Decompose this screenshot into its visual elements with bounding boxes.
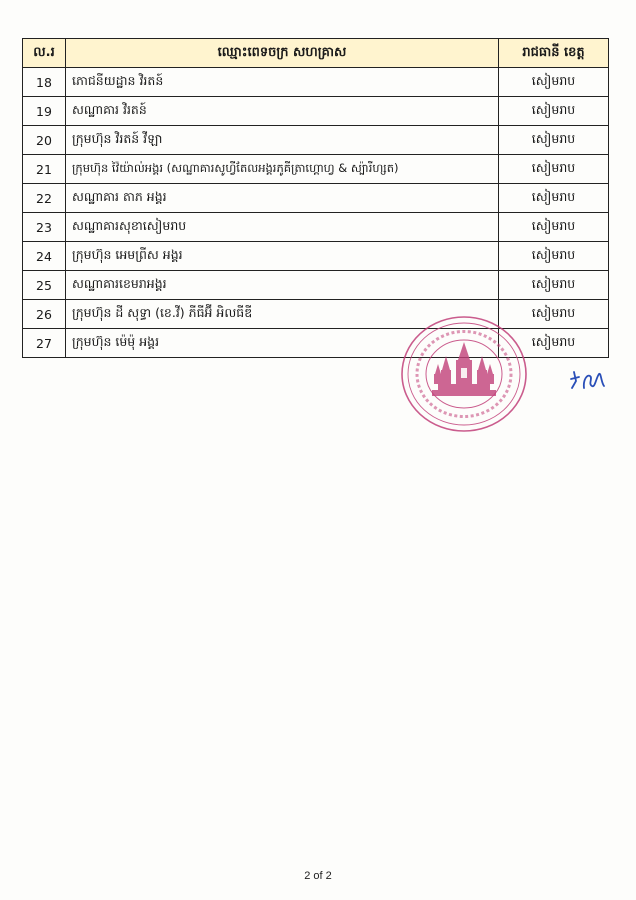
enterprise-name: សណ្ឋាគារខេមរាអង្គរ [66,271,499,300]
province-name: សៀមរាប [499,213,609,242]
province-name: សៀមរាប [499,271,609,300]
province-name: សៀមរាប [499,300,609,329]
enterprise-name: សណ្ឋាគារ តាភ អង្គរ [66,184,499,213]
enterprise-name: ក្រុមហ៊ុន ដី សុទ្ធា (ខេ.វី) ភីធីអ៊ី អិលធីឌី [66,300,499,329]
official-stamp-seal [398,312,530,436]
row-number: 20 [23,126,66,155]
page-number-footer: 2 of 2 [304,870,332,882]
table-row [23,68,609,97]
province-name: សៀមរាប [499,126,609,155]
province-name: សៀមរាប [499,184,609,213]
enterprise-name: ក្រុមហ៊ុន អេមព្រីស អង្គរ [66,242,499,271]
province-name: សៀមរាប [499,155,609,184]
row-number: 26 [23,300,66,329]
column-header-province: រាជធានី ខេត្ត [499,39,609,68]
row-number: 19 [23,97,66,126]
registry-table [22,38,609,358]
column-header-number: ល.រ [23,39,66,68]
row-number: 25 [23,271,66,300]
table-row [23,271,609,300]
enterprise-name: ក្រុមហ៊ុន វិរតន៍ វីឡា [66,126,499,155]
enterprise-name: សណ្ឋាគារ វិរតន៍ [66,97,499,126]
row-number: 22 [23,184,66,213]
row-number: 24 [23,242,66,271]
table-row [23,242,609,271]
row-number: 23 [23,213,66,242]
table-row [23,184,609,213]
row-number: 27 [23,329,66,358]
enterprise-name: សណ្ឋាគារសុខាសៀមរាប [66,213,499,242]
province-name: សៀមរាប [499,329,609,358]
table-row [23,155,609,184]
enterprise-name: ក្រុមហ៊ុន ម៉េម៉ុ អង្គរ [66,329,499,358]
enterprise-name: ភោជនីយដ្ឋាន វិរតន៍ [66,68,499,97]
row-number: 18 [23,68,66,97]
table-row [23,126,609,155]
column-header-enterprise-name: ឈ្មោះពេទចក្រ សហគ្រាស [66,39,499,68]
table-row [23,97,609,126]
province-name: សៀមរាប [499,242,609,271]
enterprise-name: ក្រុមហ៊ុន វ៉ៃយ៉ាល់អង្គរ (សណ្ឋាគារសូហ្វីតែលអង្គរភូគីត្រាហ្គោហ្វ & ស្ប៉ារីហ្សត) [66,155,499,184]
table-row [23,213,609,242]
province-name: សៀមរាប [499,68,609,97]
table-header-row [23,39,609,68]
province-name: សៀមរាប [499,97,609,126]
signature-mark [568,368,608,394]
row-number: 21 [23,155,66,184]
